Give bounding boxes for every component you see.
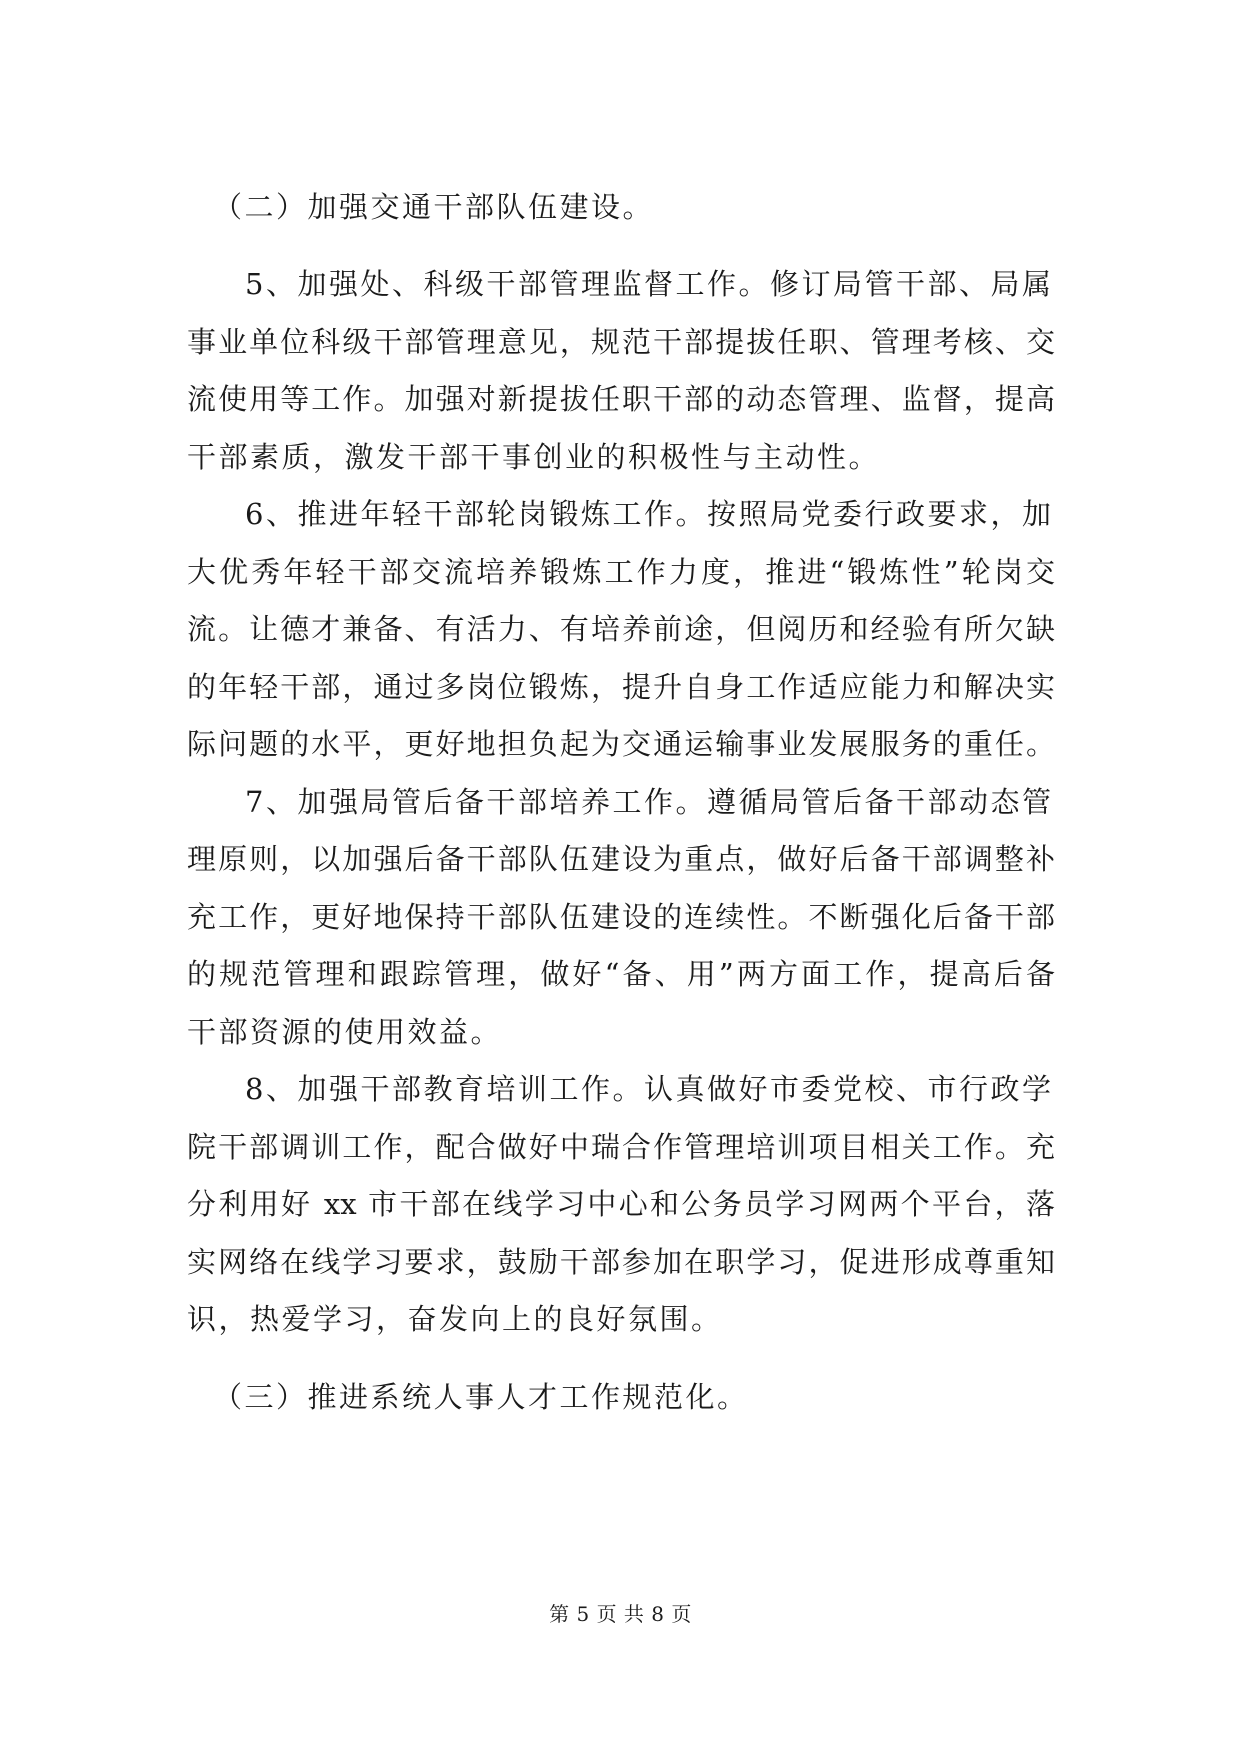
paragraph-7-line-2: 理原则，以加强后备干部队伍建设为重点，做好后备干部调整补: [187, 842, 1055, 876]
page-number-footer: 第 5 页 共 8 页: [549, 1602, 692, 1626]
paragraph-8-line-4: 实网络在线学习要求，鼓励干部参加在职学习，促进形成尊重知: [187, 1245, 1055, 1279]
paragraph-5-line-1: 5、加强处、科级干部管理监督工作。修订局管干部、局属: [245, 267, 1054, 301]
paragraph-6-line-4: 的年轻干部，通过多岗位锻炼，提升自身工作适应能力和解决实: [187, 670, 1055, 704]
section-heading-2: （二）加强交通干部队伍建设。: [213, 190, 655, 224]
paragraph-8-line-2: 院干部调训工作，配合做好中瑞合作管理培训项目相关工作。充: [187, 1130, 1055, 1164]
section-heading-3: （三）推进系统人事人才工作规范化。: [213, 1380, 749, 1414]
paragraph-7-line-5: 干部资源的使用效益。: [187, 1015, 503, 1049]
paragraph-5-line-3: 流使用等工作。加强对新提拔任职干部的动态管理、监督，提高: [187, 382, 1055, 416]
paragraph-6-line-3: 流。让德才兼备、有活力、有培养前途，但阅历和经验有所欠缺: [187, 612, 1055, 646]
paragraph-8-line-3: 分利用好 xx 市干部在线学习中心和公务员学习网两个平台，落: [187, 1187, 1055, 1221]
paragraph-6-line-2: 大优秀年轻干部交流培养锻炼工作力度，推进“锻炼性”轮岗交: [187, 555, 1055, 589]
paragraph-8-line-5: 识，热爱学习，奋发向上的良好氛围。: [187, 1302, 723, 1336]
paragraph-6-line-5: 际问题的水平，更好地担负起为交通运输事业发展服务的重任。: [187, 727, 1055, 761]
paragraph-5-line-2: 事业单位科级干部管理意见，规范干部提拔任职、管理考核、交: [187, 325, 1055, 359]
paragraph-8-line-1: 8、加强干部教育培训工作。认真做好市委党校、市行政学: [245, 1072, 1054, 1106]
paragraph-5-line-4: 干部素质，激发干部干事创业的积极性与主动性。: [187, 440, 881, 474]
paragraph-7-line-3: 充工作，更好地保持干部队伍建设的连续性。不断强化后备干部: [187, 900, 1055, 934]
paragraph-6-line-1: 6、推进年轻干部轮岗锻炼工作。按照局党委行政要求，加: [245, 497, 1054, 531]
paragraph-7-line-4: 的规范管理和跟踪管理，做好“备、用”两方面工作，提高后备: [187, 957, 1055, 991]
paragraph-7-line-1: 7、加强局管后备干部培养工作。遵循局管后备干部动态管: [245, 785, 1054, 819]
